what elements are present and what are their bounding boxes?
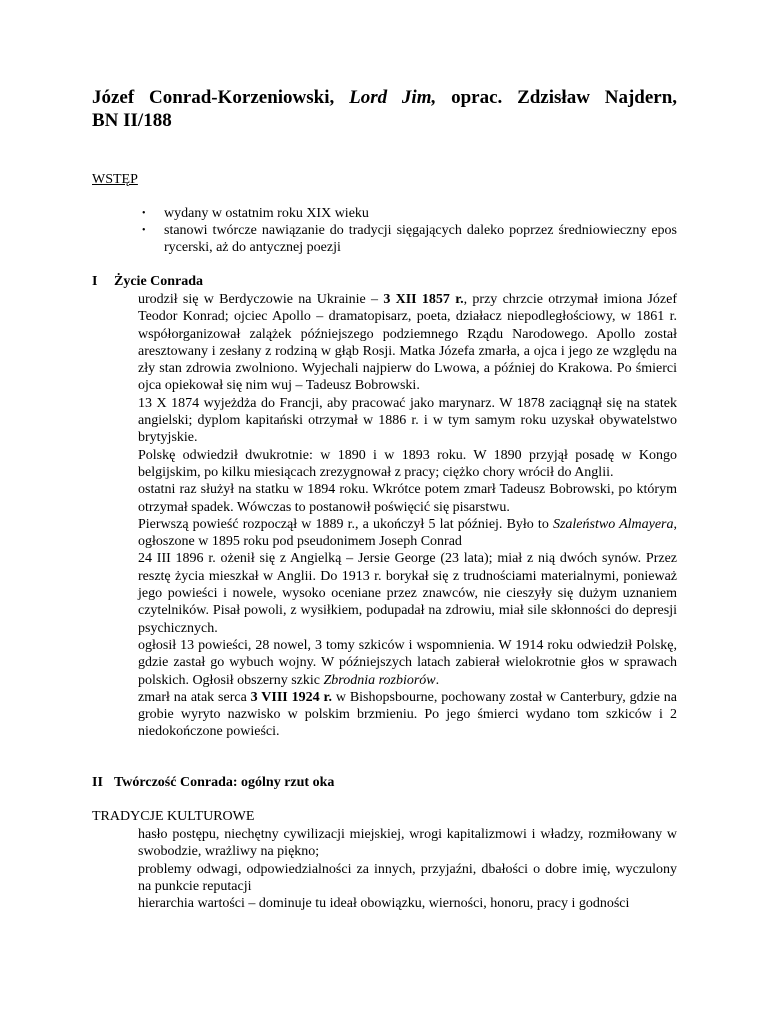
text-run: , ogłoszone w 1895 roku pod pseudonimem Joseph Conrad [138, 516, 678, 550]
intro-bullet-list [142, 205, 677, 256]
document-title [92, 86, 677, 132]
intro-heading: WSTĘP [92, 172, 138, 187]
text-run: w Bishopsbourne, pochowany został w Canterbury, gdzie na grobie wyryto nazwisko w polskim brzmieniu. Po jego śmierci wydano tom szkiców i 2 niedokończone powieści. [138, 689, 678, 740]
paragraph [138, 291, 677, 395]
paragraph [138, 689, 677, 741]
section-1-heading [92, 273, 203, 290]
paragraph: Polskę odwiedził dwukrotnie: w 1890 i w 1893 roku. W 1890 przyjął posadę w Kongo belgijskim, po kilku miesiącach zrezygnował z pracy; ciężko chory wrócił do Anglii. [138, 447, 677, 480]
birth-date: 3 XII 1857 r. [383, 292, 464, 307]
paragraph: hasło postępu, niechętny cywilizacji miejskiej, wrogi kapitalizmowi i władzy, rozmiłowany w swobodzie, wrażliwy na piękno; [138, 827, 677, 860]
book-title: Zbrodnia rozbiorów [323, 672, 436, 688]
section-1-body [138, 291, 677, 741]
section-2-number: II [92, 775, 103, 790]
paragraph [138, 516, 677, 551]
title-work: Lord Jim, [349, 87, 437, 108]
paragraph [138, 637, 677, 689]
title-editor: oprac. Zdzisław Najdern, [451, 87, 678, 108]
intro-bullet: • wydany w ostatnim roku XIX wieku [142, 205, 677, 222]
section-2-title: Twórczość Conrada: ogólny rzut oka [114, 775, 335, 790]
section-1-number: I [92, 274, 98, 289]
text-run: Pierwszą powieść rozpoczął w 1889 r., a ukończył 5 lat później. Było to [138, 516, 553, 532]
section-1-title: Życie Conrada [114, 274, 204, 289]
paragraph: ostatni raz służył na statku w 1894 roku. Wkrótce potem zmarł Tadeusz Bobrowski, po którym otrzymał spadek. Wówczas to postanowił poświęcić się pisarstwu. [138, 482, 677, 515]
intro-bullet: • stanowi twórcze nawiązanie do tradycji sięgających daleko poprzez średniowieczny epos rycerski, aż do antycznej poezji [142, 222, 677, 256]
paragraph: 24 III 1896 r. ożenił się z Angielką – Jersie George (23 lata); miał z nią dwóch synów. Przez resztę życia mieszkał w Anglii. Do 1913 r. borykał się z trudnościami materialnymi, ponieważ jego powieści i nowele, wysoko oceniane przez znawców, nie cieszyły się dużym uznaniem czytelników. Pisał powoli, z wysiłkiem, podupadał na zdrowiu, miał sile skłonności do depresji psychicznych. [138, 551, 677, 636]
text-run: zmarł na atak serca [138, 689, 251, 705]
text-run: . [435, 672, 440, 688]
text-run: urodził się w Berdyczowie na Ukrainie – [138, 292, 384, 307]
book-title: Szaleństwo Almayera [552, 516, 674, 532]
paragraph: 13 X 1874 wyjeżdża do Francji, aby pracować jako marynarz. W 1878 zaciągnął się na statek angielski; dyplom kapitański otrzymał w 1886 r. i w tym samym roku uzyskał obywatelstwo brytyjskie. [138, 395, 677, 446]
paragraph: problemy odwagi, odpowiedzialności za innych, przyjaźni, dbałości o dobre imię, wyczulony na punkcie reputacji [138, 861, 677, 894]
title-author: Józef Conrad-Korzeniowski, [92, 87, 335, 108]
text-run: , przy chrzcie otrzymał imiona Józef Teodor Konrad; ojciec Apollo – dramatopisarz, poeta, działacz niepodległościowy, w 1861 r. współorganizował zalążek późniejszego podziemnego Rządu Narodowego. Apollo został aresztowany i zesłany z rodziną w głąb Rosji. Matka Józefa zmarła, a ojca i jego ze względu na zły stan zdrowia zwolniono. Wyjechali najpierw do Lwowa, a później do Krakowa. Po śmierci ojca opiekował się nim wuj – Tadeusz Bobrowski. [138, 292, 677, 394]
paragraph: hierarchia wartości – dominuje tu ideał obowiązku, wierności, honoru, pracy i godności [138, 896, 630, 912]
section-2-body [138, 826, 677, 912]
section-2-subheading: TRADYCJE KULTUROWE [92, 809, 255, 824]
section-2-heading [92, 774, 334, 791]
death-date: 3 VIII 1924 r. [250, 689, 332, 705]
title-series: BN II/188 [92, 110, 172, 131]
text-run: ogłosił 13 powieści, 28 nowel, 3 tomy szkiców i wspomnienia. W 1914 roku odwiedził Polskę, gdzie zastał go wybuch wojny. W późniejszych latach zabierał wielokrotnie głos w sprawach polskich. Ogłosił obszerny szkic [138, 637, 677, 688]
